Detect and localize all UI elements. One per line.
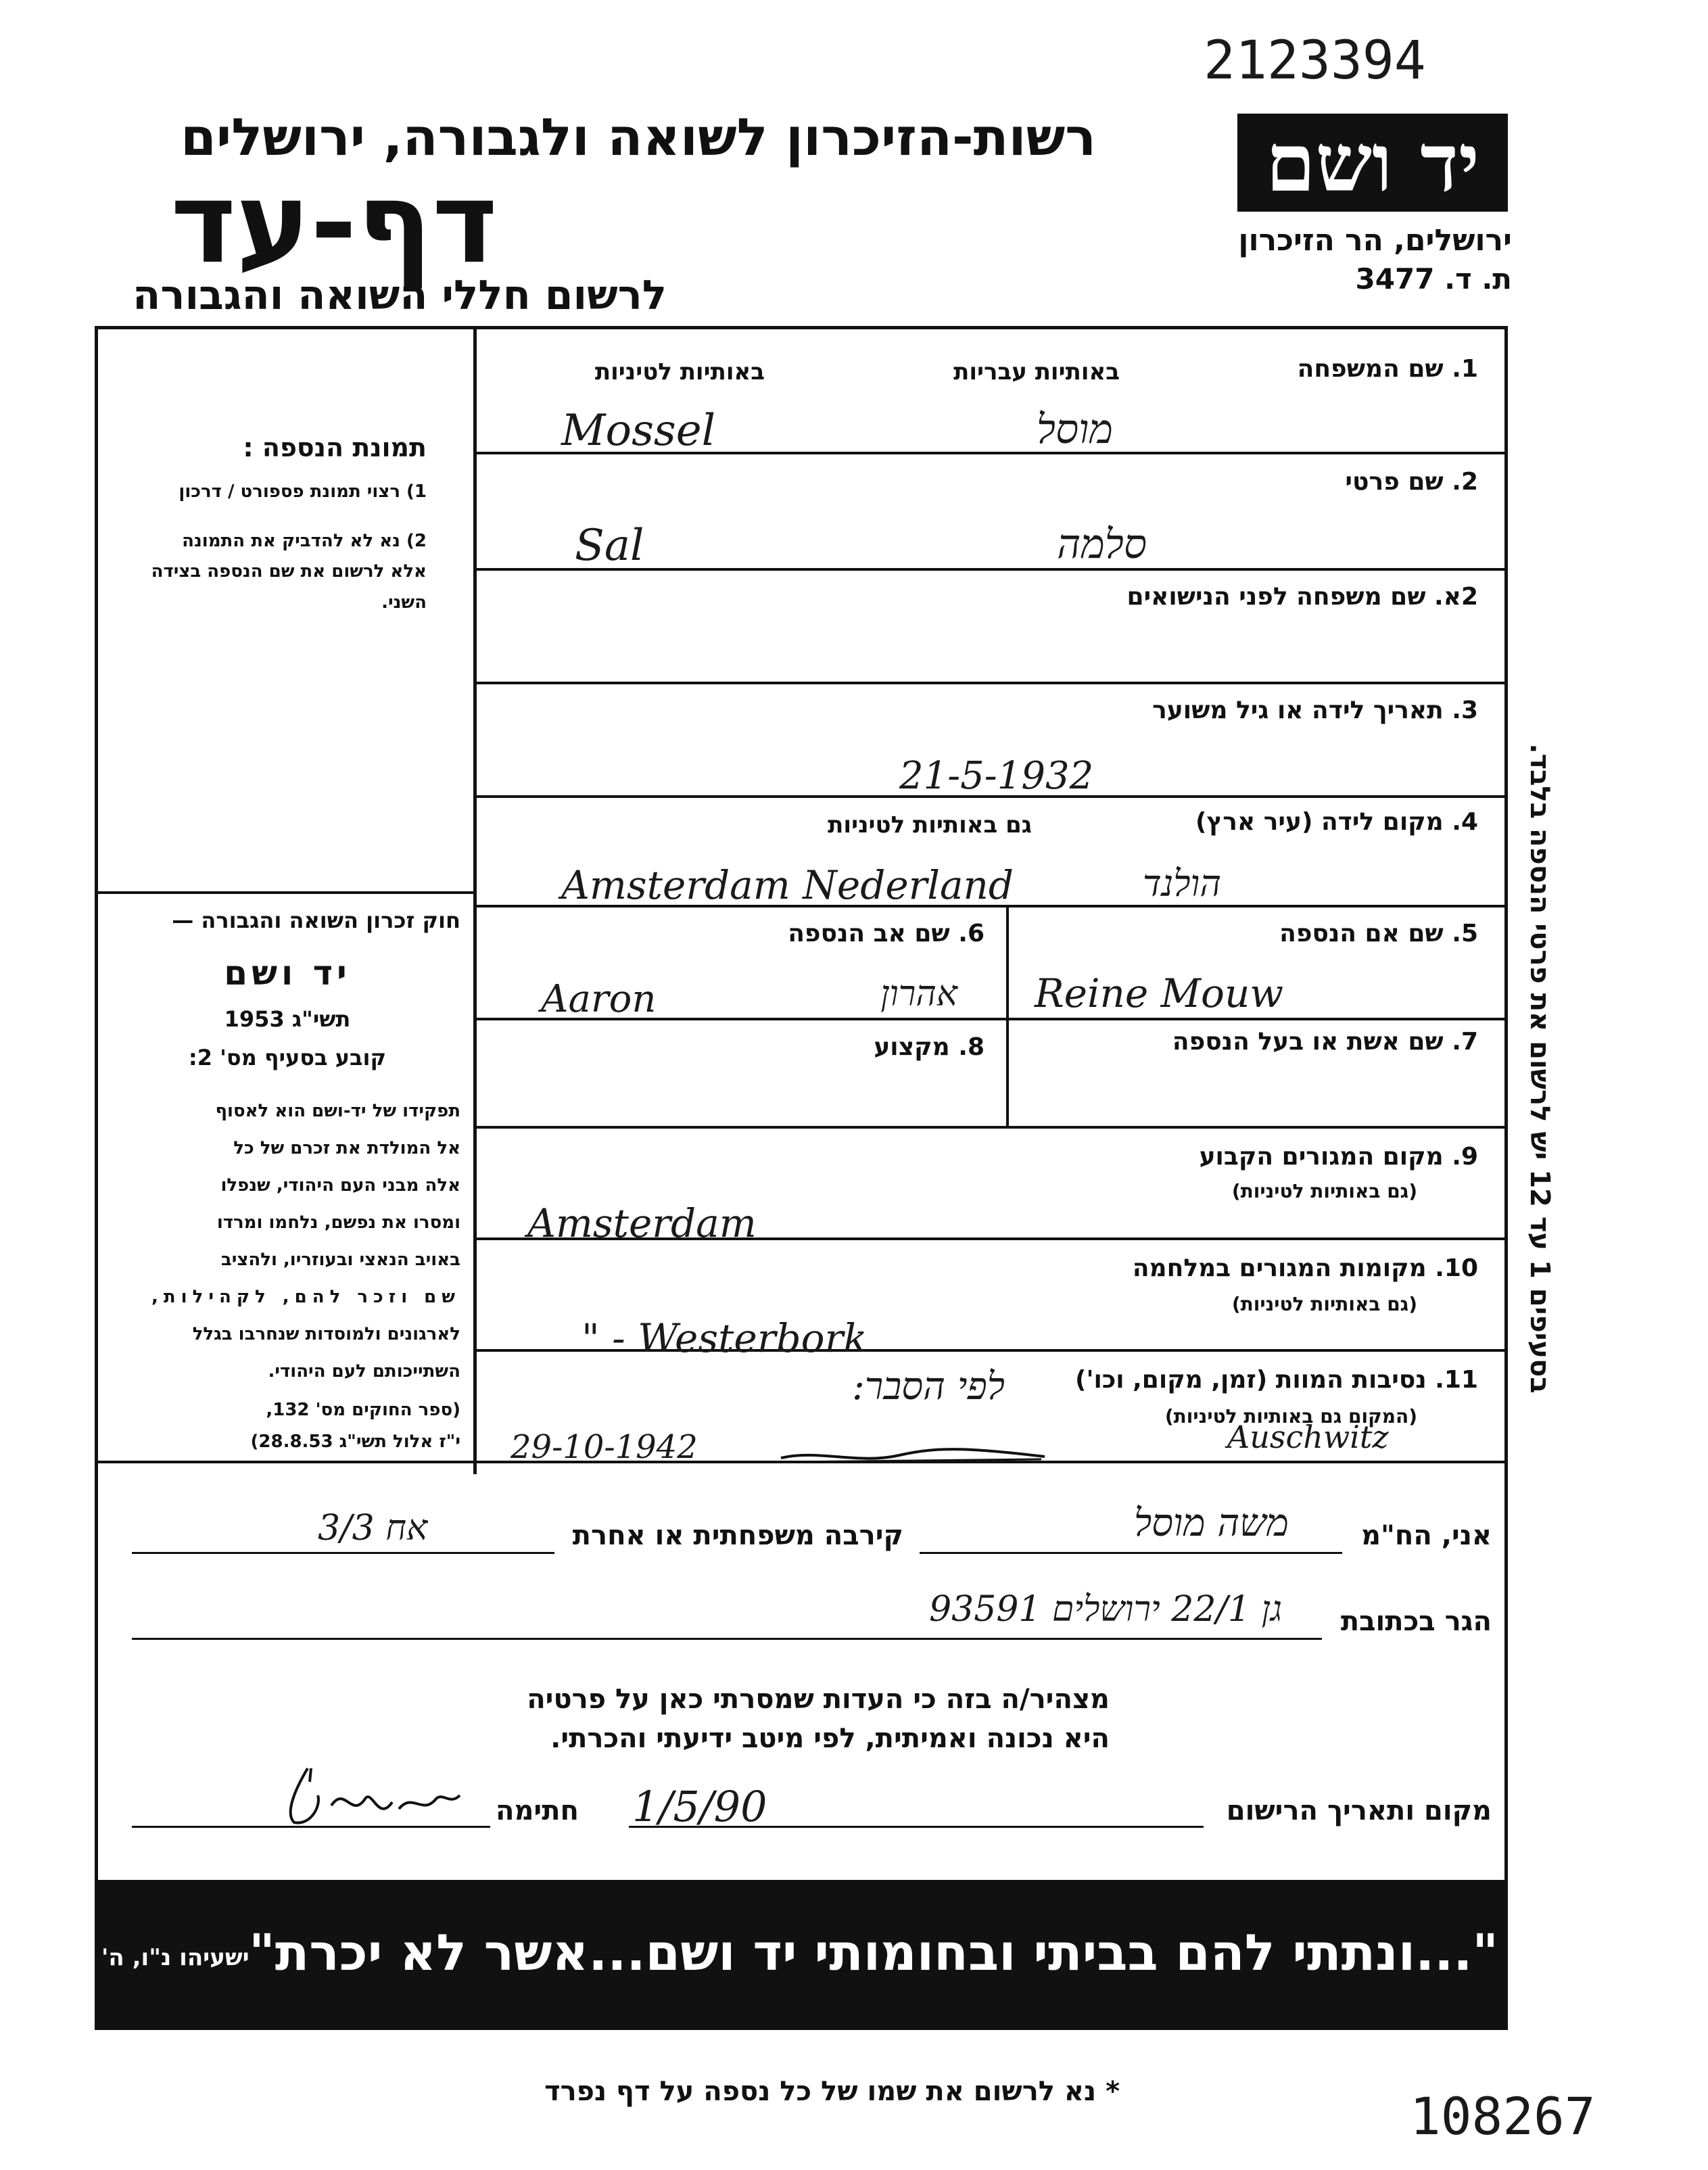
- law-body-line-2: אל המולדת את זכרם של כל: [233, 1138, 460, 1158]
- field-2a-label: 2א. שם משפחה לפני הנישואים: [1126, 583, 1478, 611]
- photo-box-title: תמונת הנספה :: [243, 433, 427, 463]
- field-1-hebrew-value[interactable]: מוסל: [1036, 406, 1113, 453]
- field-2-label: 2. שם פרטי: [1345, 468, 1478, 496]
- signature-icon: [270, 1758, 467, 1833]
- field-4-hebrew-value[interactable]: הולנד: [1142, 862, 1221, 905]
- field-1-latin-value[interactable]: Mossel: [561, 406, 716, 456]
- law-body-line-7: לארגונים ולמוסדות שנחרבו בגלל: [192, 1324, 460, 1344]
- field-2-latin-value[interactable]: Sal: [575, 521, 644, 571]
- form-title: דף-עד: [170, 158, 498, 288]
- relation-line: [132, 1552, 554, 1554]
- handwritten-signature: [270, 1758, 467, 1833]
- left-box-separator: [98, 891, 475, 894]
- declarant-label: אני, הח"מ: [1361, 1520, 1492, 1551]
- banner-quote: "...ונתתי להם בביתי ובחומותי יד ושם...אשר לא יכרת": [249, 1924, 1498, 1982]
- signature-label: חתימה: [495, 1795, 579, 1826]
- field-1-latin-header: באותיות לטיניות: [594, 358, 765, 385]
- field-10-sub: (גם באותיות לטיניות): [1231, 1293, 1417, 1315]
- field-6-label: 6. שם אב הנספה: [788, 920, 985, 947]
- banner-source: ישעיהו נ"ו, ה': [101, 1944, 250, 1971]
- field-11-sub: (המקום גם באותיות לטיניות): [1164, 1405, 1417, 1428]
- address-label: הגר בכתובת: [1340, 1606, 1492, 1637]
- place-date-value[interactable]: 1/5/90: [632, 1782, 767, 1831]
- field-1-label: 1. שם המשפחה: [1297, 355, 1478, 383]
- field-11-label: 11. נסיבות המוות (זמן, מקום, וכו'): [1074, 1366, 1478, 1394]
- field-4-label: 4. מקום לידה (עיר ארץ): [1195, 808, 1478, 836]
- field-1-hebrew-header: באותיות עבריות: [953, 358, 1120, 385]
- field-11-scribble: [778, 1446, 1048, 1466]
- field-9-value[interactable]: Amsterdam: [527, 1200, 757, 1246]
- address-value[interactable]: גן 22/1 ירושלים 93591: [929, 1589, 1282, 1630]
- footer-note: * נא לרשום את שמו של כל נספה על דף נפרד: [544, 2076, 1120, 2107]
- form-subtitle: לרשום חללי השואה והגבורה: [133, 272, 667, 319]
- law-body-line-5: באויב הנאצי ובעוזריו, ולהציב: [220, 1250, 460, 1270]
- field-10-label: 10. מקומות המגורים במלחמה: [1132, 1254, 1478, 1282]
- field-10-value[interactable]: " - Westerbork: [582, 1315, 868, 1361]
- photo-note-2-line-2: אלא לרשום את שם הנספה בצידה: [151, 561, 427, 582]
- field-7-label: 7. שם אשת או בעל הנספה: [1172, 1028, 1478, 1056]
- field-8-label: 8. מקצוע: [874, 1033, 985, 1061]
- law-body-line-1: תפקידו של יד-ושם הוא לאסוף: [215, 1101, 460, 1121]
- field-4-value[interactable]: Amsterdam Nederland: [561, 862, 1014, 908]
- field-4-sub: גם באותיות לטיניות: [828, 811, 1032, 839]
- side-note: בסעיפים 1 עד 12 יש לרשום את פרטי הנספה בלבד.: [1524, 743, 1555, 1394]
- law-body-line-8: השתייכותם לעם היהודי.: [268, 1361, 460, 1382]
- field-5-label: 5. שם אם הנספה: [1279, 920, 1478, 947]
- logo-text: יד ושם: [1265, 115, 1480, 210]
- place-date-label: מקום ותאריך הרישום: [1226, 1795, 1492, 1826]
- field-11-date[interactable]: 29-10-1942: [511, 1428, 698, 1466]
- address-line-1: ירושלים, הר הזיכרון: [1238, 223, 1512, 258]
- field-6-hebrew-value[interactable]: אהרון: [880, 974, 957, 1014]
- row-line-2a: [473, 682, 1508, 684]
- law-source-2: י"ז אלול תשי"ג 28.8.53): [250, 1432, 460, 1452]
- law-source-1: (ספר החוקים מס' 132,: [266, 1400, 460, 1420]
- declarant-line: [920, 1552, 1342, 1554]
- field-11-note[interactable]: לפי הסבר:: [851, 1365, 1005, 1409]
- law-heading: חוק זכרון השואה והגבורה —: [172, 907, 460, 933]
- address-line: [132, 1638, 1322, 1640]
- left-column-divider: [473, 328, 477, 1474]
- statement-line-2: היא נכונה ואמיתית, לפי מיטב ידיעתי והכרתי.: [550, 1723, 1110, 1754]
- field-5-value[interactable]: Reine Mouw: [1035, 970, 1283, 1016]
- photo-note-2-line-3: השני.: [381, 592, 427, 613]
- address-line-2: ת. ד. 3477: [1355, 262, 1512, 296]
- document-number-bottom: 108267: [1410, 2086, 1596, 2146]
- statement-line-1: מצהיר/ה בזה כי העדות שמסרתי כאן על פרטיה: [527, 1684, 1110, 1715]
- photo-note-2-line-1: 2) נא לא להדביק את התמונה: [182, 531, 427, 551]
- photo-note-1: 1) רצוי תמונת פספורט / דרכון: [179, 481, 427, 502]
- field-3-label: 3. תאריך לידה או גיל משוער: [1152, 697, 1478, 724]
- relation-label: קירבה משפחתית או אחרת: [572, 1520, 903, 1551]
- parents-divider: [1006, 906, 1009, 1128]
- law-clause: קובע בסעיף מס' 2:: [188, 1045, 387, 1070]
- law-name: יד ושם: [224, 953, 351, 993]
- yad-vashem-logo: [1237, 114, 1508, 212]
- document-number-top: 2123394: [1204, 30, 1426, 91]
- row-line-7: [473, 1126, 1508, 1129]
- strike-through-icon: [778, 1446, 1048, 1466]
- field-6-value[interactable]: Aaron: [541, 977, 657, 1021]
- field-3-value[interactable]: 21-5-1932: [899, 754, 1094, 798]
- law-body-line-3: אלה מבני העם היהודי, שנפלו: [220, 1175, 460, 1196]
- field-9-label: 9. מקום המגורים הקבוע: [1199, 1143, 1478, 1171]
- field-2-hebrew-value[interactable]: סלמה: [1057, 521, 1147, 568]
- law-year: תשי"ג 1953: [224, 1006, 351, 1032]
- field-11-place[interactable]: Auschwitz: [1227, 1419, 1389, 1455]
- declarant-value[interactable]: משה מוסל: [1133, 1501, 1289, 1545]
- relation-value[interactable]: 3/3 אח: [318, 1508, 428, 1549]
- authority-title: רשות-הזיכרון לשואה ולגבורה, ירושלים: [181, 107, 1096, 167]
- law-body-line-4: ומסרו את נפשם, נלחמו ומרדו: [216, 1212, 460, 1233]
- field-9-sub: (גם באותיות לטיניות): [1231, 1180, 1417, 1202]
- law-body-line-6: שם וזכר להם, לקהילות,: [151, 1287, 460, 1307]
